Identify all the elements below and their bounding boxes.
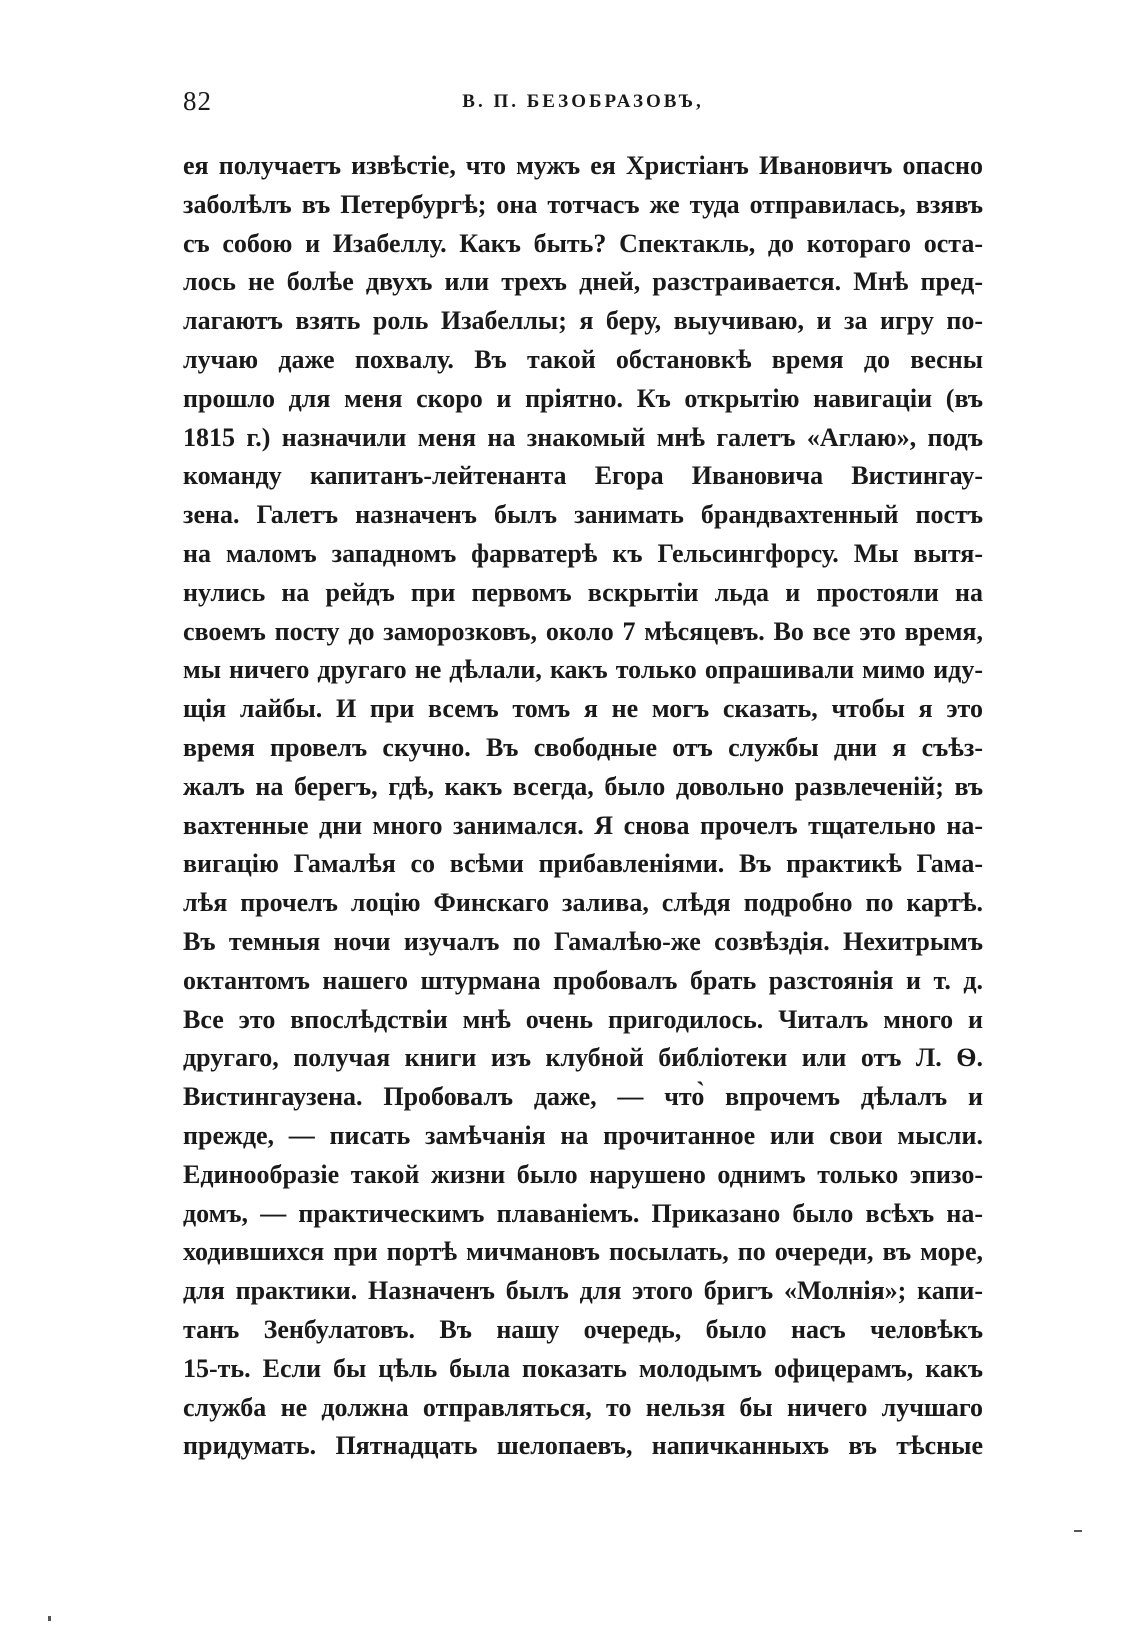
text-line: придумать. Пятнадцать шелопаевъ, напичканныхъ въ тѣсные bbox=[183, 1431, 983, 1461]
text-line: лучаю даже похвалу. Въ такой обстановкѣ время до весны bbox=[183, 344, 983, 374]
text-line: время провелъ скучно. Въ свободные отъ службы дни я съѣз- bbox=[183, 732, 983, 762]
text-line: для практики. Назначенъ былъ для этого бригъ «Молнія»; капи- bbox=[183, 1276, 983, 1306]
text-line: команду капитанъ-лейтенанта Егора Ивановича Вистингау- bbox=[183, 461, 983, 491]
body-text bbox=[183, 147, 983, 1466]
text-line: зена. Галетъ назначенъ былъ занимать брандвахтенный постъ bbox=[183, 500, 983, 530]
text-line: жалъ на берегъ, гдѣ, какъ всегда, было довольно развлеченій; въ bbox=[183, 771, 983, 801]
text-line: на маломъ западномъ фарватерѣ къ Гельсингфорсу. Мы вытя- bbox=[183, 538, 983, 568]
scan-speck bbox=[48, 1616, 51, 1621]
text-line: ея получаетъ извѣстіе, что мужъ ея Христіанъ Ивановичъ опасно bbox=[183, 151, 983, 180]
text-line: заболѣлъ въ Петербургѣ; она тотчасъ же туда отправилась, взявъ bbox=[183, 189, 983, 219]
text-line: Вистингаузена. Пробовалъ даже, — что̀ впрочемъ дѣлалъ и bbox=[183, 1082, 983, 1112]
scan-speck bbox=[1074, 1530, 1082, 1532]
text-line: другаго, получая книги изъ клубной библіотеки или отъ Л. Ѳ. bbox=[183, 1043, 983, 1073]
text-line: октантомъ нашего штурмана пробовалъ брать разстоянія и т. д. bbox=[183, 965, 983, 995]
text-line: вахтенные дни много занимался. Я снова прочелъ тщательно на- bbox=[183, 810, 983, 840]
text-line: своемъ посту до заморозковъ, около 7 мѣсяцевъ. Во все это время, bbox=[183, 616, 983, 646]
text-line: лѣя прочелъ лоцію Финскаго залива, слѣдя подробно по картѣ. bbox=[183, 888, 983, 918]
text-line: танъ Зенбулатовъ. Въ нашу очередь, было насъ человѣкъ bbox=[183, 1314, 983, 1344]
text-line: прошло для меня скоро и пріятно. Къ открытію навигаціи (въ bbox=[183, 383, 983, 413]
text-line: 1815 г.) назначили меня на знакомый мнѣ галетъ «Аглаю», подъ bbox=[183, 422, 983, 452]
text-line: лагаютъ взять роль Изабеллы; я беру, выучиваю, и за игру по- bbox=[183, 306, 983, 336]
running-head: В. П. БЕЗОБРАЗОВЪ, bbox=[462, 91, 704, 112]
text-line: лось не болѣе двухъ или трехъ дней, разстраивается. Мнѣ пред- bbox=[183, 267, 983, 297]
text-line: мы ничего другаго не дѣлали, какъ только опрашивали мимо иду- bbox=[183, 655, 983, 685]
text-line: ходившихся при портѣ мичмановъ посылать, по очереди, въ море, bbox=[183, 1237, 983, 1267]
text-line: домъ, — практическимъ плаваніемъ. Приказано было всѣхъ на- bbox=[183, 1198, 983, 1228]
text-line: Единообразіе такой жизни было нарушено однимъ только эпизо- bbox=[183, 1159, 983, 1189]
text-line: прежде, — писать замѣчанія на прочитанное или свои мысли. bbox=[183, 1120, 983, 1150]
text-line: съ собою и Изабеллу. Какъ быть? Спектакль, до котораго оста- bbox=[183, 228, 983, 258]
text-line: служба не должна отправляться, то нельзя бы ничего лучшаго bbox=[183, 1392, 983, 1422]
text-line: нулись на рейдъ при первомъ вскрытіи льда и простояли на bbox=[183, 577, 983, 607]
page-number: 82 bbox=[183, 86, 212, 116]
text-line: Все это впослѣдствіи мнѣ очень пригодилось. Читалъ много и bbox=[183, 1004, 983, 1034]
text-line: Въ темныя ночи изучалъ по Гамалѣю-же созвѣздія. Нехитрымъ bbox=[183, 926, 983, 956]
text-line: 15-ть. Если бы цѣль была показать молодымъ офицерамъ, какъ bbox=[183, 1353, 983, 1383]
page-header bbox=[183, 86, 983, 126]
text-line: вигацію Гамалѣя со всѣми прибавленіями. Въ практикѣ Гама- bbox=[183, 849, 983, 879]
text-line: щія лайбы. И при всемъ томъ я не могъ сказать, чтобы я это bbox=[183, 694, 983, 724]
